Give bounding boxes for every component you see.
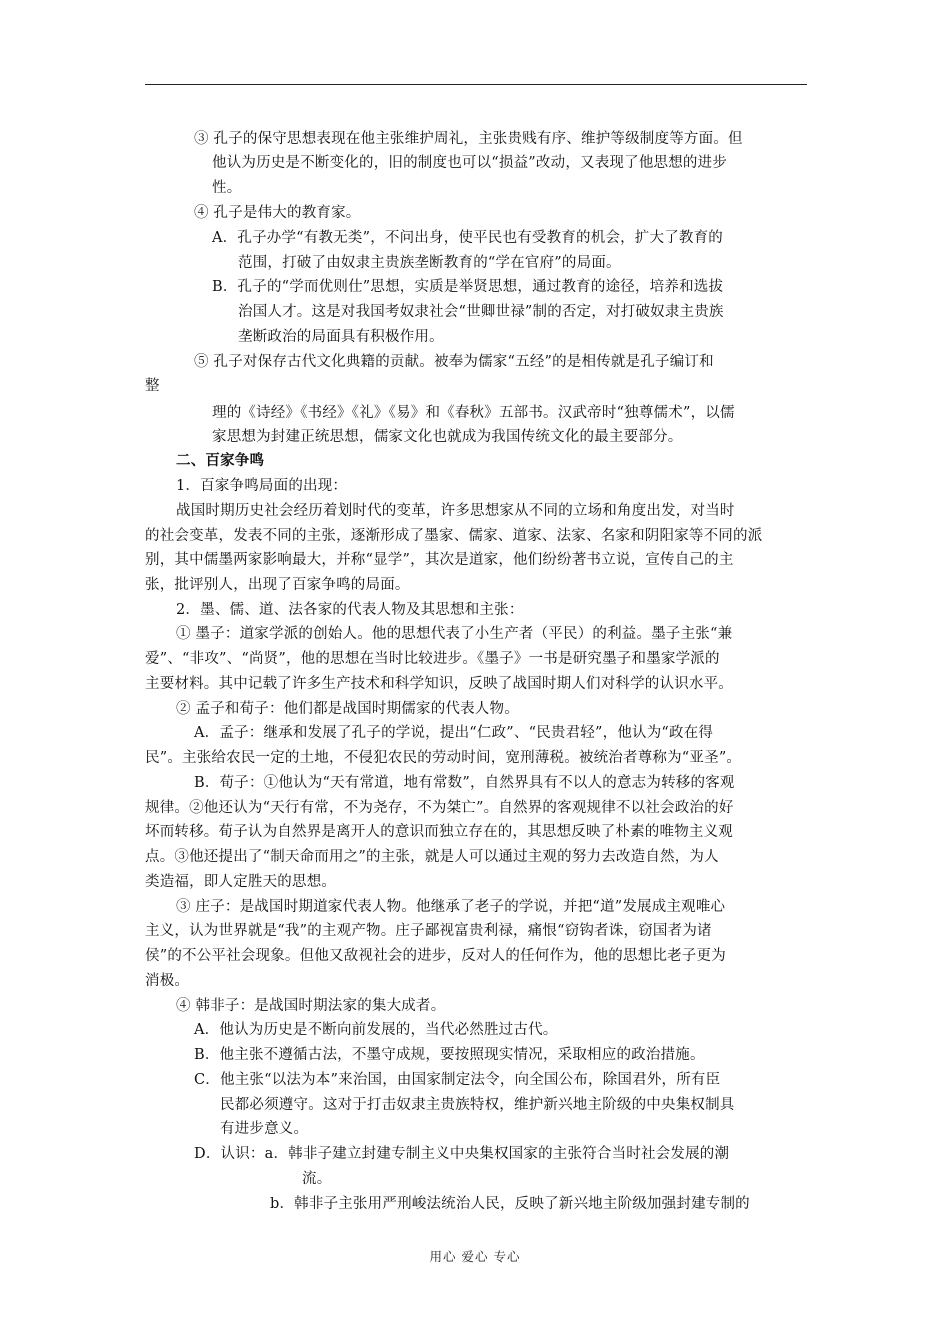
text-line: 的社会变革，发表不同的主张，逐渐形成了墨家、儒家、道家、法家、名家和阴阳家等不同的派 — [145, 528, 763, 544]
text-line: 流。 — [302, 1171, 332, 1187]
text-line: ① 墨子：道家学派的创始人。他的思想代表了小生产者（平民）的利益。墨子主张“兼 — [176, 626, 733, 642]
text-line: ④ 孔子是伟大的教育家。 — [194, 205, 361, 221]
text-line: ④ 韩非子：是战国时期法家的集大成者。 — [176, 998, 446, 1014]
text-line: ② 孟子和荀子：他们都是战国时期儒家的代表人物。 — [176, 701, 519, 717]
text-line: ⑤ 孔子对保存古代文化典籍的贡献。被奉为儒家“五经”的是相传就是孔子编订和 — [194, 354, 714, 370]
page-footer: 用心 爱心 专心 — [429, 1249, 521, 1264]
text-line: D．认识：a．韩非子建立封建专制主义中央集权国家的主张符合当时社会发展的潮 — [194, 1146, 730, 1162]
text-line: 点。③他还提出了“制天命而用之”的主张，就是人可以通过主观的努力去改造自然，为人 — [145, 849, 719, 865]
text-line: 民”。主张给农民一定的土地，不侵犯农民的劳动时间，宽刑薄税。被统治者尊称为“亚圣”。 — [145, 750, 742, 766]
text-line: 民都必须遵守。这对于打击奴隶主贵族特权，维护新兴地主阶级的中央集权制具 — [220, 1097, 735, 1113]
text-line: 范围，打破了由奴隶主贵族垄断教育的“学在官府”的局面。 — [238, 255, 621, 271]
text-line: B．他主张不遵循古法，不墨守成规，要按照现实情况，采取相应的政治措施。 — [194, 1047, 705, 1063]
text-line: ③ 庄子：是战国时期道家代表人物。他继承了老子的学说，并把“道”发展成主观唯心 — [176, 899, 726, 915]
text-line: 他认为历史是不断变化的，旧的制度也可以“损益”改动，又表现了他思想的进步 — [212, 155, 728, 171]
text-line: 治国人才。这是对我国考奴隶社会“世卿世禄”制的否定，对打破奴隶主贵族 — [238, 304, 724, 320]
text-line: 垄断政治的局面具有积极作用。 — [238, 329, 444, 345]
text-line: 战国时期历史社会经历着划时代的变革，许多思想家从不同的立场和角度出发，对当时 — [176, 503, 735, 519]
text-line: 类造福，即人定胜天的思想。 — [145, 874, 337, 890]
text-line: 别，其中儒墨两家影响最大，并称“显学”，其次是道家，他们纷纷著书立说，宣传自己的主 — [145, 552, 734, 568]
text-line: 规律。②他还认为“天行有常，不为尧存，不为桀亡”。自然界的客观规律不以社会政治的好 — [145, 800, 734, 816]
text-line: A．孔子办学“有教无类”，不问出身，使平民也有受教育的机会，扩大了教育的 — [212, 230, 723, 246]
text-line: 消极。 — [145, 973, 190, 989]
section-heading: 二、百家争鸣 — [176, 452, 265, 469]
text-line: 主义，认为世界就是“我”的主观产物。庄子鄙视富贵利禄，痛恨“窃钩者诛，窃国者为诸 — [145, 923, 712, 939]
text-line: 性。 — [212, 180, 242, 196]
text-line: B．荀子：①他认为“天有常道，地有常数”，自然界具有不以人的意志为转移的客观 — [194, 775, 735, 791]
text-line: 2．墨、儒、道、法各家的代表人物及其思想和主张： — [176, 602, 524, 618]
text-line: B．孔子的“学而优则仕”思想，实质是举贤思想，通过教育的途径，培养和选拔 — [212, 279, 724, 295]
text-line: C．他主张“以法为本”来治国，由国家制定法令，向全国公布，除国君外，所有臣 — [194, 1072, 721, 1088]
text-line: 主要材料。其中记载了许多生产技术和科学知识，反映了战国时期人们对科学的认识水平。 — [145, 676, 733, 692]
text-line: A．孟子：继承和发展了孔子的学说，提出“仁政”、“民贵君轻”，他认为“政在得 — [194, 725, 714, 741]
text-line: 有进步意义。 — [220, 1121, 309, 1137]
text-line: 坏而转移。荀子认为自然界是离开人的意识而独立存在的，其思想反映了朴素的唯物主义观 — [145, 824, 733, 840]
text-line: A．他认为历史是不断向前发展的，当代必然胜过古代。 — [194, 1022, 558, 1038]
text-line: 张，批评别人，出现了百家争鸣的局面。 — [145, 577, 410, 593]
text-line: 1．百家争鸣局面的出现： — [176, 478, 348, 494]
text-line: 整 — [145, 378, 160, 394]
text-line: b．韩非子主张用严刑峻法统治人民，反映了新兴地主阶级加强封建专制的 — [270, 1196, 750, 1212]
header-rule — [145, 84, 807, 85]
text-line: ③ 孔子的保守思想表现在他主张维护周礼，主张贵贱有序、维护等级制度等方面。但 — [194, 131, 743, 147]
text-line: 家思想为封建正统思想，儒家文化也就成为我国传统文化的最主要部分。 — [212, 429, 683, 445]
text-line: 理的《诗经》《书经》《礼》《易》和《春秋》五部书。汉武帝时“独尊儒术”，以儒 — [212, 405, 735, 421]
text-line: 侯”的不公平社会现象。但他又敌视社会的进步，反对人的任何作为，他的思想比老子更为 — [145, 948, 726, 964]
text-line: 爱”、“非攻”、“尚贤”，他的思想在当时比较进步。《墨子》一书是研究墨子和墨家学派的 — [145, 651, 720, 667]
